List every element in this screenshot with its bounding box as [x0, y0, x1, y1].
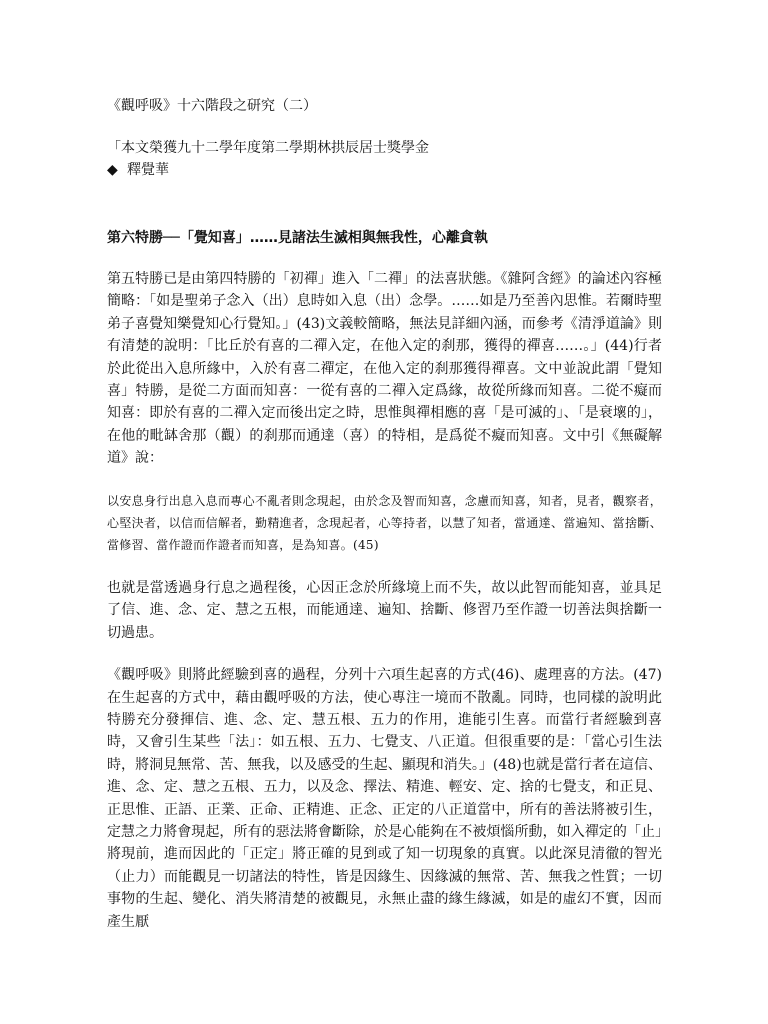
document-title: 《觀呼吸》十六階段之研究（二） — [107, 98, 317, 114]
scholarship-note: 「本文榮獲九十二學年度第二學期林拱辰居士獎學金 — [107, 140, 429, 156]
document-page — [107, 96, 662, 933]
section-heading: 第六特勝──「覺知喜」……見諸法生滅相與無我性，心離貪執 — [107, 230, 488, 246]
author-name: 釋覺華 — [127, 162, 169, 178]
quotation-block: 以安息身行出息入息而專心不亂者則念現起，由於念及智而知喜，念慮而知喜，知者，見者，觀察者，心堅決者，以信而信解者，勤精進者，念現起者，心等持者，以慧了知者，當通達、當遍知、當捨斷、當修習、當作證而作證者而知喜，是為知喜。(45) — [107, 493, 662, 553]
diamond-bullet-icon: ◆ — [107, 162, 118, 178]
author-line — [107, 160, 662, 180]
paragraph: 第五特勝已是由第四特勝的「初禪」進入「二禪」的法喜狀態。《雜阿含經》的論述內容極簡略：「如是聖弟子念入（出）息時如入息（出）念學。……如是乃至善內思惟。若爾時聖弟子喜覺知樂覺知心行覺知。」(43)文義較簡略，無法見詳細內涵，而參考《清淨道論》則有清楚的說明：「比丘於有喜的二禪入定，在他入定的刹那，獲得的禪喜……。」(44)行者於此從出入息所緣中，入於有喜二禪定，在他入定的刹那獲得禪喜。文中並說此謂「覺知喜」特勝，是從二方面而知喜：一從有喜的二禪入定爲緣，故從所緣而知喜。二從不癡而知喜：即於有喜的二禪入定而後出定之時，思惟與禪相應的喜「是可滅的」、「是衰壞的」，在他的毗缽舍那（觀）的刹那而通達（喜）的特相，是爲從不癡而知喜。文中引《無礙解道》說： — [107, 271, 662, 467]
paragraph: 也就是當透過身行息之過程後，心因正念於所緣境上而不失，故以此智而能知喜，並具足了信、進、念、定、慧之五根，而能通達、遍知、捨斷、修習乃至作證一切善法與捨斷一切過患。 — [107, 579, 662, 641]
paragraph: 《觀呼吸》則將此經驗到喜的過程，分列十六項生起喜的方式(46)、處理喜的方法。(47)在生起喜的方式中，藉由觀呼吸的方法，使心專注一境而不散亂。同時，也同樣的說明此特勝充分發揮信、進、念、定、慧五根、五力的作用，進能引生喜。而當行者經驗到喜時，又會引生某些「法」：如五根、五力、七覺支、八正道。但很重要的是：「當心引生法時，將洞見無常、苦、無我，以及感受的生起、顯現和消失。」(48)也就是當行者在這信、進、念、定、慧之五根、五力，以及念、擇法、精進、輕安、定、捨的七覺支，和正見、正思惟、正語、正業、正命、正精進、正念、正定的八正道當中，所有的善法將被引生，定慧之力將會現起，所有的惡法將會斷除，於是心能夠在不被煩惱所動，如入禪定的「止」將現前，進而因此的「正定」將正確的見到或了知一切現象的真實。以此深見清徹的智光（止力）而能觀見一切諸法的特性，皆是因緣生、因緣滅的無常、苦、無我之性質；一切事物的生起、變化、消失將清楚的被觀見，永無止盡的緣生緣滅，如是的虛幻不實，因而產生厭 — [107, 667, 662, 930]
